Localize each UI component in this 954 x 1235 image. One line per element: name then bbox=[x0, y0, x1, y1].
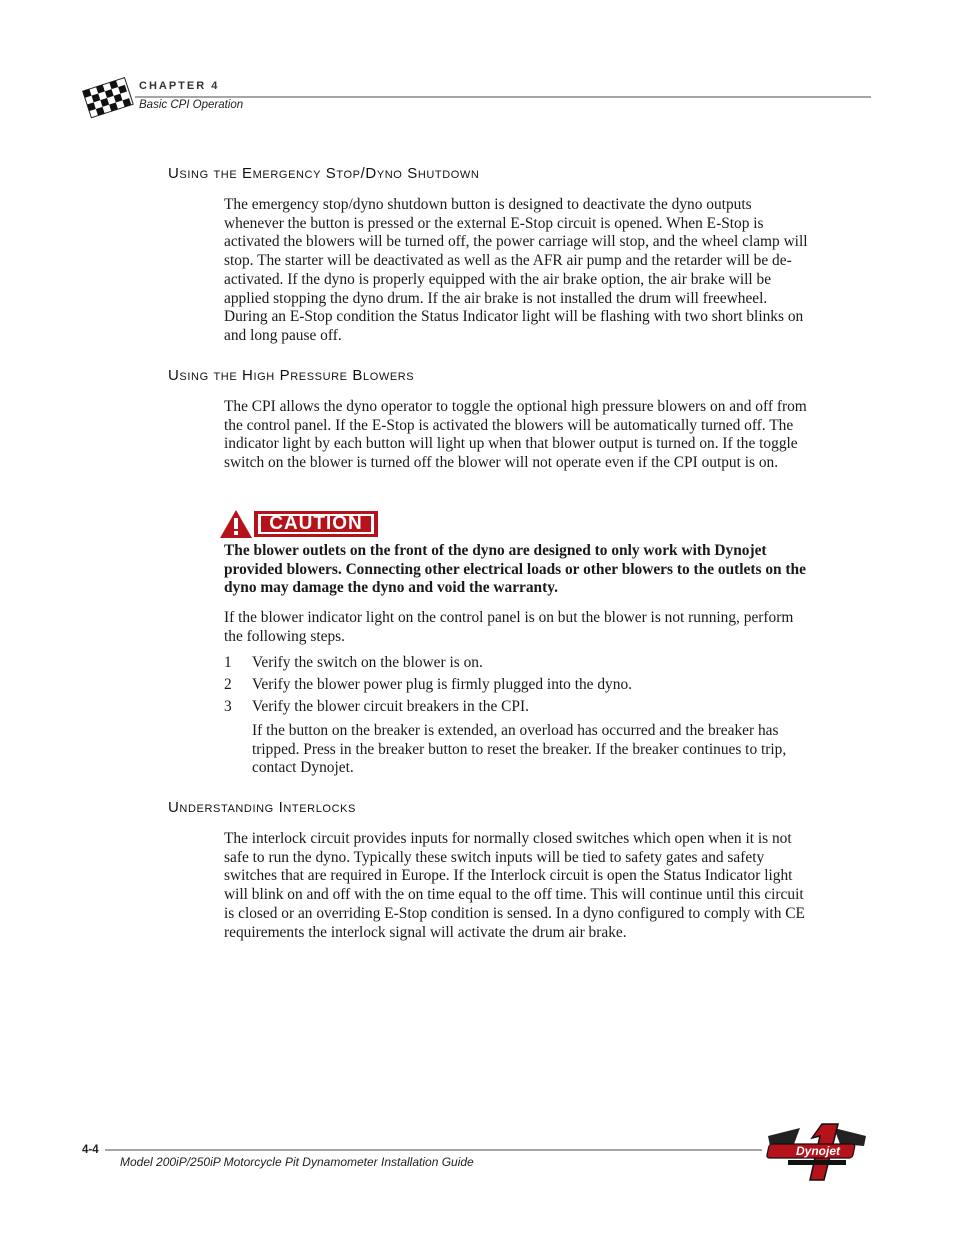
step-text: Verify the blower power plug is firmly plugged into the dyno. bbox=[252, 676, 632, 693]
footer-rule bbox=[82, 1149, 762, 1151]
step-number: 3 bbox=[224, 698, 232, 715]
step-text: Verify the switch on the blower is on. bbox=[252, 654, 483, 671]
chapter-label: CHAPTER 4 bbox=[139, 80, 220, 92]
logo-text: Dynojet bbox=[795, 1144, 840, 1158]
step-number: 1 bbox=[224, 654, 232, 671]
paragraph-estop: The emergency stop/dyno shutdown button is designed to deactivate the dyno outputs whenever the button is pressed or the external E-Stop circuit is opened. When E-Stop is activated the blowers will be turned off, the power carriage will stop, and the wheel clamp will stop. The starter will be deactivated as well as the AFR air pump and the retarder will be de-activated. If the dyno is properly equipped with the air brake option, the air brake will be applied stopping the dyno drum. If the air brake is not installed the drum will freewheel. During an E-Stop condition the Status Indicator light will be flashing with two short blinks on and long pause off. bbox=[224, 196, 808, 344]
chapter-subtitle: Basic CPI Operation bbox=[139, 99, 244, 111]
section-title-interlocks: Understanding Interlocks bbox=[168, 799, 356, 816]
step-number: 2 bbox=[224, 676, 232, 693]
caution-label: CAUTION bbox=[269, 513, 363, 534]
header-rule bbox=[135, 96, 871, 98]
step-text: Verify the blower circuit breakers in the CPI. bbox=[252, 698, 529, 715]
step-note: If the button on the breaker is extended, an overload has occurred and the breaker has tripped. Press in the breaker button to reset the breaker. If the breaker continues to trip, contact Dynojet. bbox=[252, 722, 787, 777]
footer-title: Model 200iP/250iP Motorcycle Pit Dynamometer Installation Guide bbox=[120, 1155, 474, 1169]
paragraph-interlocks: The interlock circuit provides inputs for normally closed switches which open when it is not safe to run the dyno. Typically these switch inputs will be tied to safety gates and safety switches that are required in Europe. If the Interlock circuit is open the Status Indicator light will blink on and off with the on time equal to the off time. This will continue until this circuit is closed or an overriding E-Stop condition is sensed. In a dyno configured to comply with CE requirements the interlock signal will activate the drum air brake. bbox=[224, 830, 805, 941]
paragraph-blower-intro: If the blower indicator light on the control panel is on but the blower is not running, perform the following steps. bbox=[224, 609, 794, 645]
checkered-flag-icon bbox=[80, 76, 134, 120]
section-title-blowers: Using the High Pressure Blowers bbox=[168, 367, 415, 384]
page-number: 4-4 bbox=[82, 1144, 105, 1156]
caution-banner bbox=[218, 509, 380, 539]
paragraph-blowers: The CPI allows the dyno operator to toggle the optional high pressure blowers on and off from the control panel. If the E-Stop is activated the blowers will be automatically turned off. The indicator light by each button will light up when that blower output is turned on. If the toggle switch on the blower is turned off the blower will not operate even if the CPI output is on. bbox=[224, 398, 807, 472]
section-title-estop: Using the Emergency Stop/Dyno Shutdown bbox=[168, 165, 480, 182]
dynojet-logo bbox=[764, 1122, 870, 1182]
caution-text: The blower outlets on the front of the dyno are designed to only work with Dynojet provided blowers. Connecting other electrical loads or other blowers to the outlets on the dyno may damage the dyno and void the warranty. bbox=[224, 542, 806, 597]
